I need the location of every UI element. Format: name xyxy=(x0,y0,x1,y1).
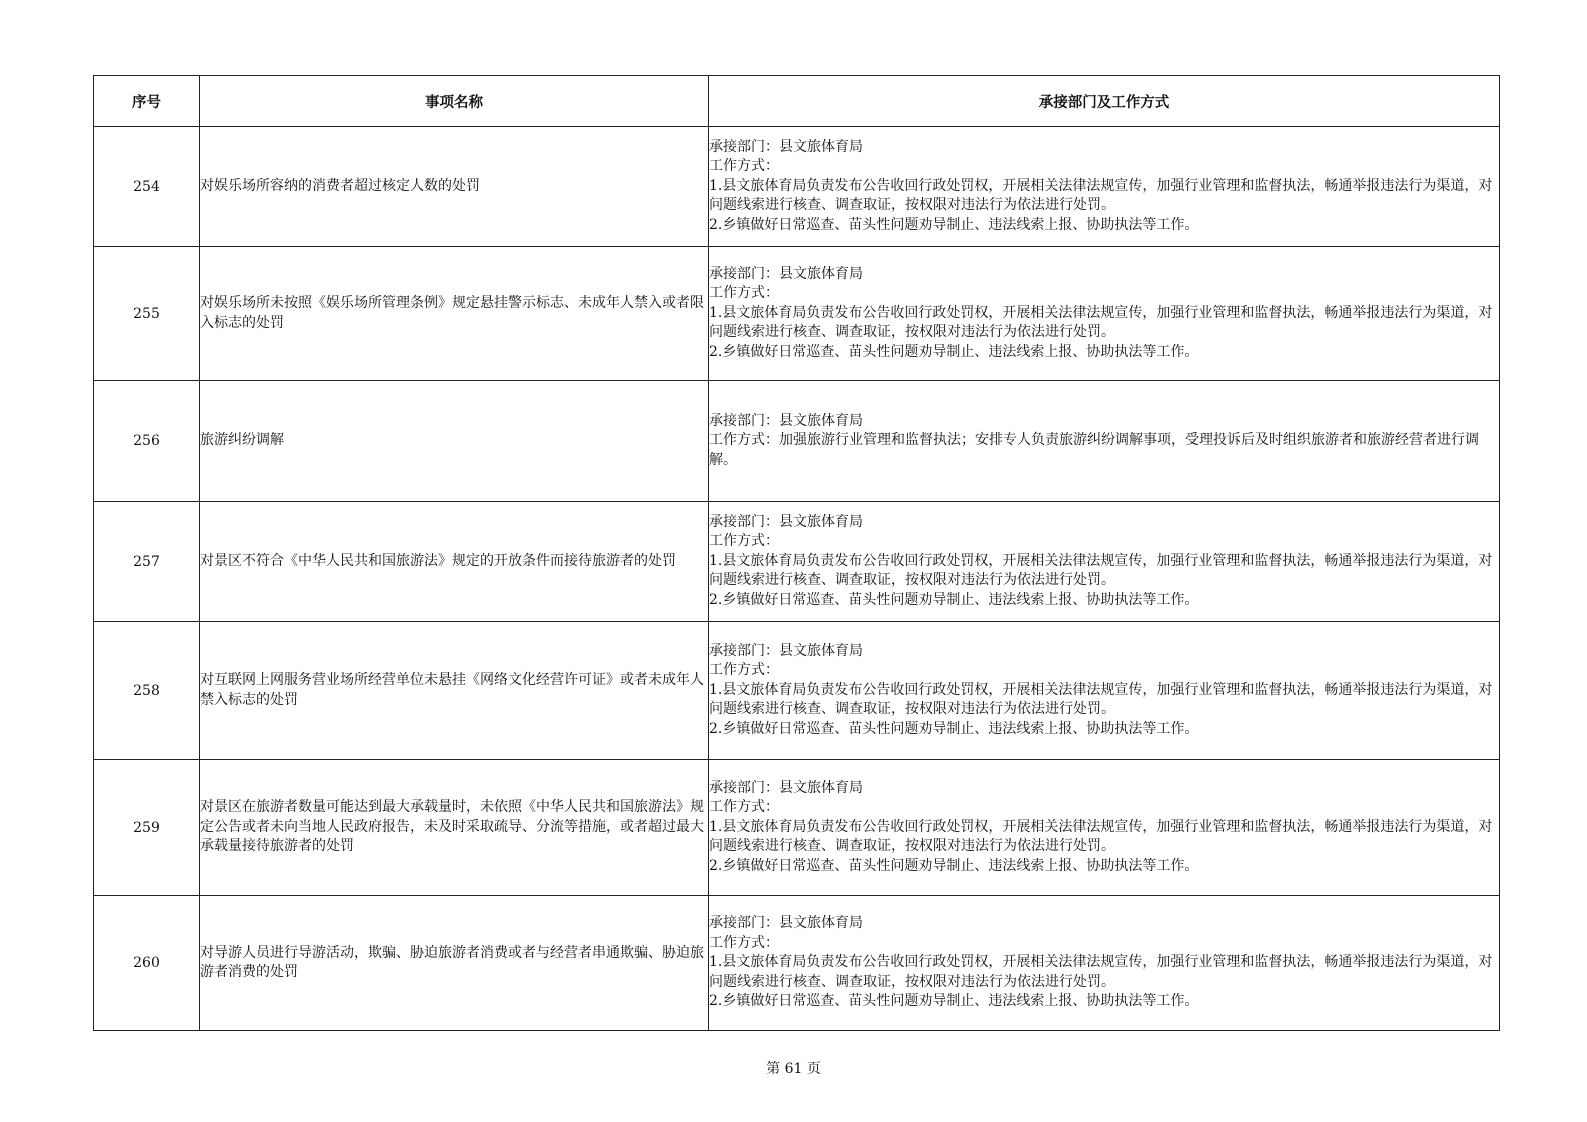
department-method-line: 承接部门：县文旅体育局 xyxy=(709,265,863,282)
page-number: 第 61 页 xyxy=(766,1061,821,1077)
serial-number-cell: 256 xyxy=(94,381,200,502)
matter-name-cell: 旅游纠纷调解 xyxy=(200,381,709,502)
serial-number-cell: 259 xyxy=(94,760,200,896)
header-department-method: 承接部门及工作方式 xyxy=(709,76,1500,127)
matter-name-cell: 对娱乐场所容纳的消费者超过核定人数的处罚 xyxy=(200,127,709,247)
serial-number-cell: 255 xyxy=(94,247,200,381)
department-method-line: 工作方式： xyxy=(709,533,779,550)
table-row xyxy=(94,622,1500,760)
department-method-cell xyxy=(709,502,1500,622)
department-method-line: 工作方式： xyxy=(709,662,779,679)
serial-number-cell: 258 xyxy=(94,622,200,760)
table-row xyxy=(94,502,1500,622)
department-method-line: 工作方式： xyxy=(709,158,779,175)
department-method-cell xyxy=(709,896,1500,1031)
department-method-line: 承接部门：县文旅体育局 xyxy=(709,915,863,932)
department-method-line: 工作方式： xyxy=(709,285,779,302)
department-method-cell xyxy=(709,622,1500,760)
department-method-cell xyxy=(709,247,1500,381)
department-method-line: 2.乡镇做好日常巡查、苗头性问题劝导制止、违法线索上报、协助执法等工作。 xyxy=(709,720,1199,737)
table-row xyxy=(94,896,1500,1031)
matter-name-cell: 对互联网上网服务营业场所经营单位未悬挂《网络文化经营许可证》或者未成年人禁入标志的处罚 xyxy=(200,622,709,760)
matters-table xyxy=(93,75,1500,1031)
table-row xyxy=(94,381,1500,502)
department-method-line: 1.县文旅体育局负责发布公告收回行政处罚权，开展相关法律法规宣传，加强行业管理和监督执法，畅通举报违法行为渠道，对问题线索进行核查、调查取证，按权限对违法行为依法进行处罚。 xyxy=(709,177,1493,214)
department-method-line: 1.县文旅体育局负责发布公告收回行政处罚权，开展相关法律法规宣传，加强行业管理和监督执法，畅通举报违法行为渠道，对问题线索进行核查、调查取证，按权限对违法行为依法进行处罚。 xyxy=(709,304,1493,341)
department-method-line: 1.县文旅体育局负责发布公告收回行政处罚权，开展相关法律法规宣传，加强行业管理和监督执法，畅通举报违法行为渠道，对问题线索进行核查、调查取证，按权限对违法行为依法进行处罚。 xyxy=(709,818,1493,855)
department-method-line: 2.乡镇做好日常巡查、苗头性问题劝导制止、违法线索上报、协助执法等工作。 xyxy=(709,993,1199,1010)
department-method-line: 1.县文旅体育局负责发布公告收回行政处罚权，开展相关法律法规宣传，加强行业管理和监督执法，畅通举报违法行为渠道，对问题线索进行核查、调查取证，按权限对违法行为依法进行处罚。 xyxy=(709,681,1493,718)
department-method-line: 承接部门：县文旅体育局 xyxy=(709,779,863,796)
department-method-line: 工作方式： xyxy=(709,799,779,816)
matter-name-cell: 对娱乐场所未按照《娱乐场所管理条例》规定悬挂警示标志、未成年人禁入或者限入标志的处罚 xyxy=(200,247,709,381)
matter-name-cell: 对导游人员进行导游活动，欺骗、胁迫旅游者消费或者与经营者串通欺骗、胁迫旅游者消费的处罚 xyxy=(200,896,709,1031)
serial-number-cell: 254 xyxy=(94,127,200,247)
department-method-line: 工作方式：加强旅游行业管理和监督执法；安排专人负责旅游纠纷调解事项，受理投诉后及时组织旅游者和旅游经营者进行调解。 xyxy=(709,432,1479,468)
department-method-line: 承接部门：县文旅体育局 xyxy=(709,138,863,155)
table-row xyxy=(94,247,1500,381)
department-method-line: 承接部门：县文旅体育局 xyxy=(709,642,863,659)
header-serial-number: 序号 xyxy=(94,76,200,127)
department-method-line: 承接部门：县文旅体育局 xyxy=(709,412,863,429)
department-method-cell xyxy=(709,760,1500,896)
serial-number-cell: 257 xyxy=(94,502,200,622)
department-method-line: 2.乡镇做好日常巡查、苗头性问题劝导制止、违法线索上报、协助执法等工作。 xyxy=(709,857,1199,874)
department-method-line: 2.乡镇做好日常巡查、苗头性问题劝导制止、违法线索上报、协助执法等工作。 xyxy=(709,591,1199,608)
table-row xyxy=(94,127,1500,247)
department-method-line: 承接部门：县文旅体育局 xyxy=(709,513,863,530)
department-method-line: 1.县文旅体育局负责发布公告收回行政处罚权，开展相关法律法规宣传，加强行业管理和监督执法，畅通举报违法行为渠道，对问题线索进行核查、调查取证，按权限对违法行为依法进行处罚。 xyxy=(709,552,1493,589)
department-method-line: 工作方式： xyxy=(709,934,779,951)
table-row xyxy=(94,760,1500,896)
department-method-cell xyxy=(709,127,1500,247)
department-method-line: 1.县文旅体育局负责发布公告收回行政处罚权，开展相关法律法规宣传，加强行业管理和监督执法，畅通举报违法行为渠道，对问题线索进行核查、调查取证，按权限对违法行为依法进行处罚。 xyxy=(709,954,1493,990)
department-method-line: 2.乡镇做好日常巡查、苗头性问题劝导制止、违法线索上报、协助执法等工作。 xyxy=(709,216,1199,233)
matter-name-cell: 对景区不符合《中华人民共和国旅游法》规定的开放条件而接待旅游者的处罚 xyxy=(200,502,709,622)
serial-number-cell: 260 xyxy=(94,896,200,1031)
department-method-cell xyxy=(709,381,1500,502)
matter-name-cell: 对景区在旅游者数量可能达到最大承载量时，未依照《中华人民共和国旅游法》规定公告或者未向当地人民政府报告，未及时采取疏导、分流等措施，或者超过最大承载量接待旅游者的处罚 xyxy=(200,760,709,896)
table-header-row xyxy=(94,76,1500,127)
header-matter-name: 事项名称 xyxy=(200,76,709,127)
department-method-line: 2.乡镇做好日常巡查、苗头性问题劝导制止、违法线索上报、协助执法等工作。 xyxy=(709,343,1199,360)
